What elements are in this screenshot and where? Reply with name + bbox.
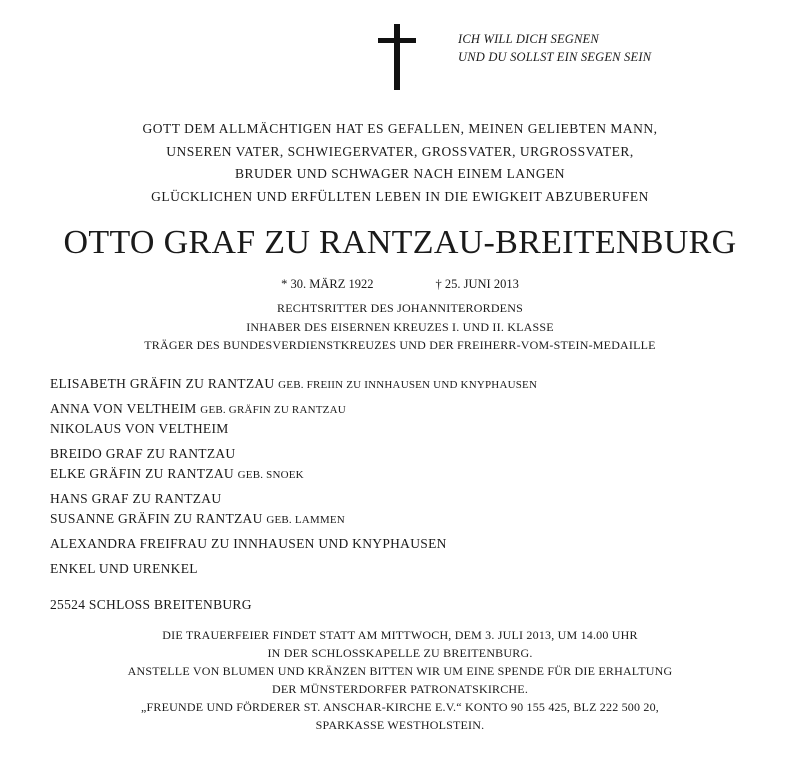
life-dates [0,275,800,293]
honor-line-1: RECHTSRITTER DES JOHANNITERORDENS [277,301,523,315]
mourner-row [50,559,537,579]
intro-line-1: GOTT DEM ALLMÄCHTIGEN HAT ES GEFALLEN, MEINEN GELIEBTEN MANN, [142,121,658,136]
birth-date: * 30. MÄRZ 1922 [281,277,374,291]
family-address: 25524 SCHLOSS BREITENBURG [50,597,252,612]
verse-line-2: UND DU SOLLST EIN SEGEN SEIN [458,50,652,64]
maiden-name: GEB. GRÄFIN ZU RANTZAU [200,404,346,416]
mourner-row [50,374,537,394]
mourner-name: SUSANNE GRÄFIN ZU RANTZAU [50,511,263,526]
maiden-name: GEB. LAMMEN [266,514,345,526]
notice-line-1: DIE TRAUERFEIER FINDET STATT AM MITTWOCH, DEM 3. JULI 2013, UM 14.00 UHR [162,628,638,642]
mourner-name: ANNA VON VELTHEIM [50,401,197,416]
mourner-row [50,489,537,509]
mourner-name: ELKE GRÄFIN ZU RANTZAU [50,466,234,481]
funeral-notice [0,626,800,734]
mourner-name: BREIDO GRAF ZU RANTZAU [50,446,236,461]
bible-verse [458,30,651,66]
notice-line-4: DER MÜNSTERDORFER PATRONATSKIRCHE. [271,682,529,696]
mourner-row [50,534,537,554]
intro-line-4: GLÜCKLICHEN UND ERFÜLLTEN LEBEN IN DIE EWIGKEIT ABZUBERUFEN [151,188,649,204]
mourner-name: ALEXANDRA FREIFRAU ZU INNHAUSEN UND KNYPHAUSEN [50,536,447,551]
cross-icon [378,24,416,90]
honors-list [0,299,800,355]
honor-line-3: TRÄGER DES BUNDESVERDIENSTKREUZES UND DER FREIHERR-VOM-STEIN-MEDAILLE [144,338,656,352]
mourner-row [50,444,537,464]
mourner-name: ENKEL UND URENKEL [50,561,198,576]
intro-line-2: UNSEREN VATER, SCHWIEGERVATER, GROSSVATER, URGROSSVATER, [166,143,634,159]
notice-line-2: IN DER SCHLOSSKAPELLE ZU BREITENBURG. [267,646,533,660]
mourner-row [50,464,537,484]
verse-line-1: ICH WILL DICH SEGNEN [458,32,599,46]
notice-line-6: SPARKASSE WESTHOLSTEIN. [315,718,485,732]
mourner-name: HANS GRAF ZU RANTZAU [50,491,222,506]
death-date: † 25. JUNI 2013 [435,277,519,291]
mourner-name: NIKOLAUS VON VELTHEIM [50,421,229,436]
notice-line-3: ANSTELLE VON BLUMEN UND KRÄNZEN BITTEN WIR UM EINE SPENDE FÜR DIE ERHALTUNG [127,664,673,678]
mourner-row [50,509,537,529]
mourners-list [50,374,537,579]
intro-text [0,118,800,208]
maiden-name: GEB. SNOEK [237,469,304,481]
deceased-name: OTTO GRAF ZU RANTZAU-BREITENBURG [63,224,737,261]
mourner-name: ELISABETH GRÄFIN ZU RANTZAU [50,376,275,391]
intro-line-3: BRUDER UND SCHWAGER NACH EINEM LANGEN [234,166,566,181]
maiden-name: GEB. FREIIN ZU INNHAUSEN UND KNYPHAUSEN [278,379,538,391]
mourner-row [50,399,537,419]
notice-line-5: „FREUNDE UND FÖRDERER ST. ANSCHAR-KIRCHE E.V.“ KONTO 90 155 425, BLZ 222 500 20, [140,700,659,714]
mourner-row [50,419,537,439]
honor-line-2: INHABER DES EISERNEN KREUZES I. UND II. KLASSE [246,319,554,334]
